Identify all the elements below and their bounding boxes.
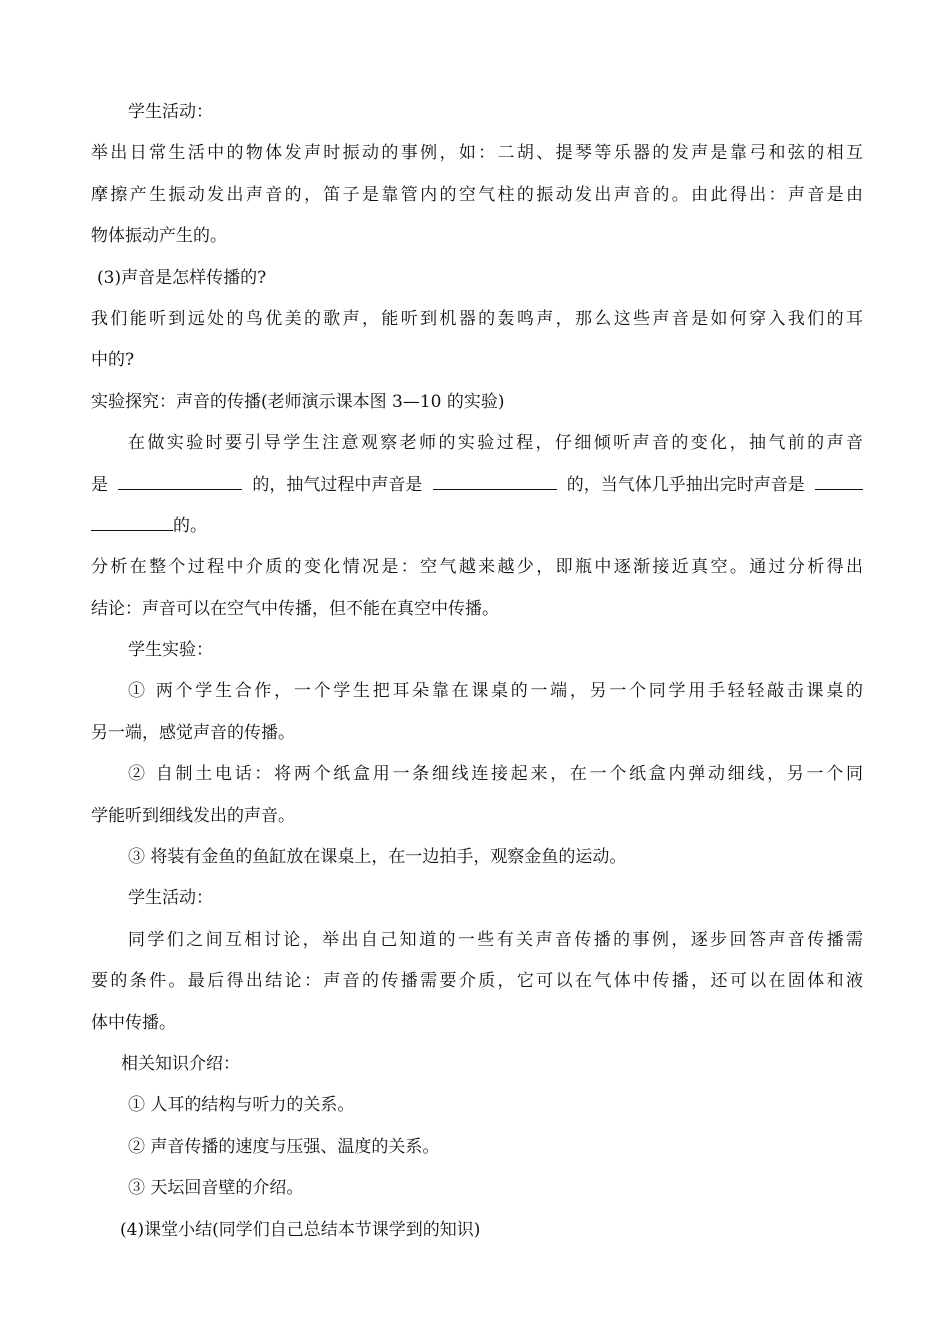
paragraph-line: 在做实验时要引导学生注意观察老师的实验过程，仔细倾听声音的变化，抽气前的声音: [128, 433, 863, 454]
section-heading-3: (3)声音是怎样传播的?: [97, 267, 267, 288]
list-item: ② 声音传播的速度与压强、温度的关系。: [128, 1136, 440, 1157]
list-item: ① 两个学生合作，一个学生把耳朵靠在课桌的一端，另一个同学用手轻轻敲击课桌的: [128, 681, 863, 702]
fill-text: 的，当气体几乎抽出完时声音是: [566, 474, 805, 495]
paragraph-line: 分析在整个过程中介质的变化情况是：空气越来越少，即瓶中逐渐接近真空。通过分析得出: [91, 557, 863, 578]
list-item: ① 人耳的结构与听力的关系。: [128, 1095, 355, 1116]
list-item: ③ 将装有金鱼的鱼缸放在课桌上，在一边拍手，观察金鱼的运动。: [128, 847, 627, 868]
paragraph-line: 学能听到细线发出的声音。: [91, 805, 295, 826]
list-item: ② 自制土电话：将两个纸盒用一条细线连接起来，在一个纸盒内弹动细线，另一个同: [128, 764, 863, 785]
paragraph-line: 物体振动产生的。: [91, 226, 227, 247]
paragraph-line: 中的?: [91, 350, 135, 371]
paragraph-line: 举出日常生活中的物体发声时振动的事例，如：二胡、提琴等乐器的发声是靠弓和弦的相互: [91, 143, 863, 164]
heading-student-activity: 学生活动：: [128, 888, 213, 909]
section-heading-4: (4)课堂小结(同学们自己总结本节课学到的知识): [120, 1219, 481, 1240]
fill-in-line-continued: [91, 506, 863, 547]
heading-student-experiment: 学生实验：: [128, 640, 213, 661]
heading-related-knowledge: 相关知识介绍：: [121, 1053, 240, 1074]
answer-blank[interactable]: [118, 472, 242, 490]
paragraph-line: 摩擦产生振动发出声音的，笛子是靠管内的空气柱的振动发出声音的。由此得出：声音是由: [91, 184, 863, 205]
paragraph-line: 另一端，感觉声音的传播。: [91, 722, 295, 743]
fill-text: 是: [91, 474, 108, 495]
paragraph-line: 要的条件。最后得出结论：声音的传播需要介质，它可以在气体中传播，还可以在固体和液: [91, 971, 863, 992]
heading-student-activity: 学生活动：: [128, 102, 213, 122]
list-item: ③ 天坛回音壁的介绍。: [128, 1178, 304, 1199]
fill-in-line: [91, 465, 863, 506]
experiment-heading: 实验探究：声音的传播(老师演示课本图 3—10 的实验): [91, 391, 505, 412]
answer-blank[interactable]: [91, 513, 173, 531]
paragraph-line: 结论：声音可以在空气中传播，但不能在真空中传播。: [91, 598, 499, 619]
fill-text: 的。: [173, 515, 207, 536]
document-page: [91, 92, 863, 1251]
answer-blank[interactable]: [433, 472, 557, 490]
paragraph-line: 体中传播。: [91, 1012, 176, 1033]
answer-blank[interactable]: [815, 472, 863, 490]
fill-text: 的，抽气过程中声音是: [252, 474, 423, 495]
paragraph-line: 我们能听到远处的鸟优美的歌声，能听到机器的轰鸣声，那么这些声音是如何穿入我们的耳: [91, 308, 863, 329]
paragraph-line: 同学们之间互相讨论，举出自己知道的一些有关声音传播的事例，逐步回答声音传播需: [128, 929, 863, 950]
